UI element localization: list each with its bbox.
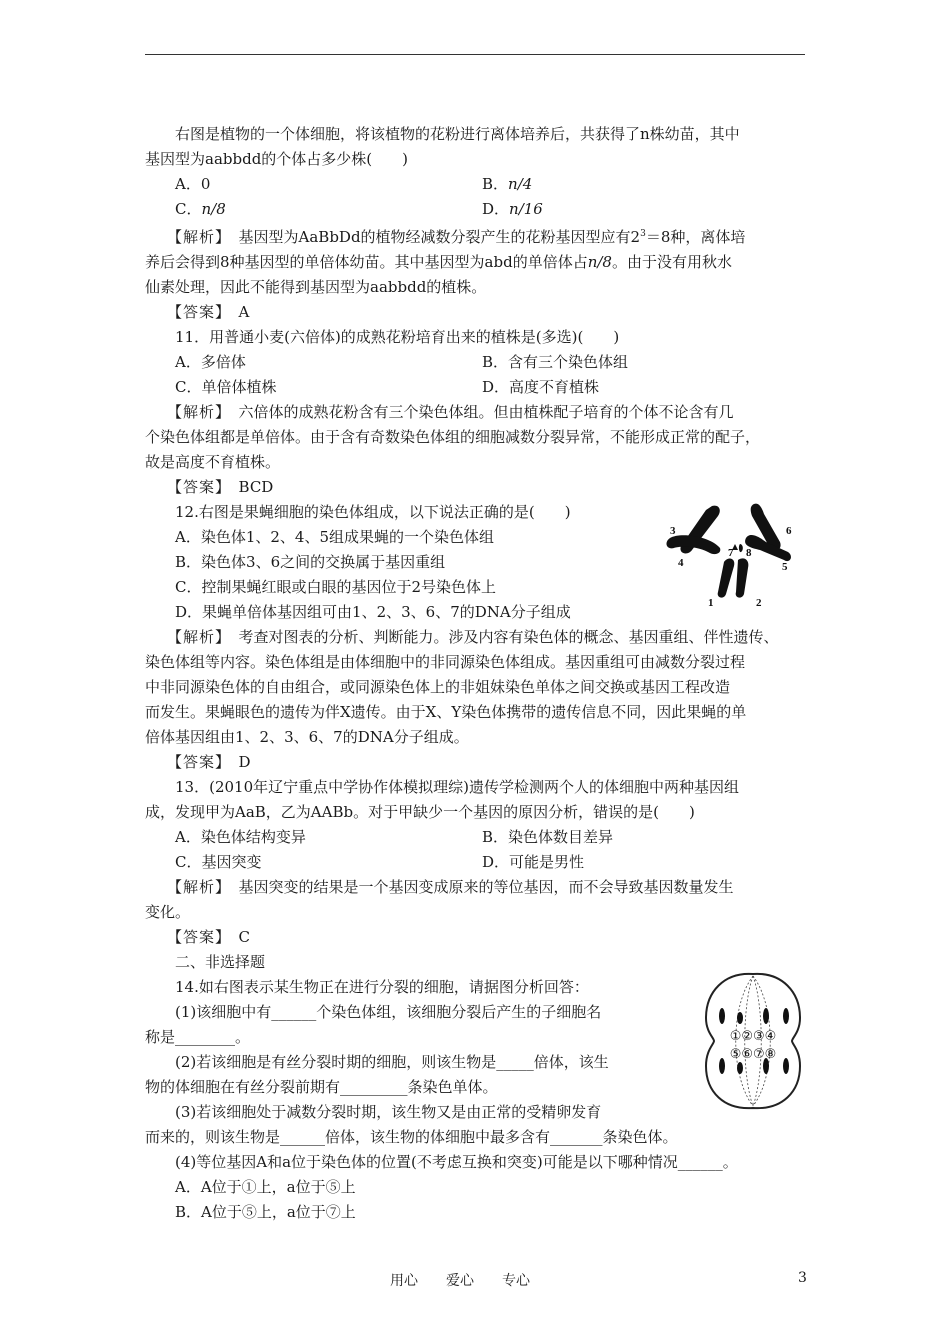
q14-part4: (4)等位基因A和a位于染色体的位置(不考虑互换和突变)可能是以下哪种情况______。	[175, 1153, 738, 1171]
q13-stem-line1: 13．(2010年辽宁重点中学协作体模拟理综)遗传学检测两个人的体细胞中两种基因组	[175, 778, 739, 796]
fig-cell-top-labels: ①②③④	[729, 1029, 777, 1044]
header-rule	[145, 54, 805, 55]
q10-option-c: C．n/8	[175, 200, 226, 218]
q11-options-row2	[145, 375, 810, 400]
q10-analysis-line3: 仙素处理，因此不能得到基因型为aabbdd的植株。	[145, 278, 487, 296]
q12-stem: 12.右图是果蝇细胞的染色体组成，以下说法正确的是( )	[175, 503, 571, 521]
q14-part3-line1: (3)若该细胞处于减数分裂时期，该生物又是由正常的受精卵发育	[175, 1103, 602, 1121]
q14-part1-line2: 称是________。	[145, 1028, 251, 1046]
q13-analysis-line2: 变化。	[145, 903, 191, 921]
q13-analysis: 【解析】 基因突变的结果是一个基因变成原来的等位基因，而不会导致基因数量发生	[167, 878, 734, 896]
q10-option-d: D．n/16	[482, 200, 543, 218]
fig-label-3: 3	[670, 525, 676, 537]
q12-answer: 【答案】 D	[167, 753, 251, 771]
q13-options-row1	[145, 825, 810, 850]
q11-option-d: D．高度不育植株	[482, 378, 600, 396]
q14-part2-line1: (2)若该细胞是有丝分裂时期的细胞，则该生物是_____倍体，该生	[175, 1053, 609, 1071]
chromosome-4	[667, 535, 721, 554]
q12-analysis-line4: 而发生。果蝇眼色的遗传为伴X遗传。由于X、Y染色体携带的遗传信息不同，因此果蝇的单	[145, 703, 747, 721]
fig-label-7: 7	[728, 547, 734, 559]
q10-analysis: 【解析】 基因型为AaBbDd的植物经减数分裂产生的花粉基因型应有$2^3=8$种，离体培	[167, 228, 746, 246]
q11-analysis: 【解析】 六倍体的成熟花粉含有三个染色体组。但由植株配子培育的个体不论含有几	[167, 403, 734, 421]
q14-option-b: B．A位于⑤上，a位于⑦上	[175, 1203, 356, 1221]
q10-stem-line1: 右图是植物的一个体细胞，将该植物的花粉进行离体培养后，共获得了n株幼苗，其中	[175, 125, 740, 143]
chromosome-1	[718, 559, 735, 598]
footer-motto: 用心 爱心 专心	[390, 1273, 530, 1289]
q12-option-c: C．控制果蝇红眼或白眼的基因位于2号染色体上	[175, 578, 497, 596]
q14-part3-line2: 而来的，则该生物是______倍体，该生物的体细胞中最多含有_______条染色体。	[145, 1128, 678, 1146]
fruitfly-chromosome-figure	[662, 498, 802, 610]
q10-answer: 【答案】 A	[167, 303, 250, 321]
fig-label-4: 4	[678, 557, 684, 569]
q10-option-b: B．n/4	[482, 175, 533, 193]
fig-label-5: 5	[782, 561, 788, 573]
q10-options-row2	[145, 197, 810, 222]
q10-analysis-line2: 养后会得到8种基因型的单倍体幼苗。其中基因型为abd的单倍体占n/8。由于没有用秋水	[145, 253, 732, 271]
q11-answer: 【答案】 BCD	[167, 478, 274, 496]
q10-stem-line2: 基因型为aabbdd的个体占多少株( )	[145, 150, 408, 168]
q12-option-d: D．果蝇单倍体基因组可由1、2、3、6、7的DNA分子组成	[175, 603, 571, 621]
chromosome-8	[739, 544, 743, 552]
q14-option-a: A．A位于①上，a位于⑤上	[175, 1178, 356, 1196]
chromosome-2	[736, 558, 749, 597]
fig-label-6: 6	[786, 525, 792, 537]
q14-part2-line2: 物的体细胞在有丝分裂前期有_________条染色单体。	[145, 1078, 498, 1096]
q11-analysis-line3: 故是高度不育植株。	[145, 453, 281, 471]
dividing-cell-figure	[700, 966, 806, 1116]
q12-analysis: 【解析】 考查对图表的分析、判断能力。涉及内容有染色体的概念、基因重组、伴性遗传、	[167, 628, 779, 646]
q13-option-b: B．染色体数目差异	[482, 828, 614, 846]
q10-options-row1	[145, 172, 810, 197]
fig-label-8: 8	[746, 547, 752, 559]
q13-option-d: D．可能是男性	[482, 853, 585, 871]
q12-option-b: B．染色体3、6之间的交换属于基因重组	[175, 553, 446, 571]
q12-analysis-line5: 倍体基因组由1、2、3、6、7的DNA分子组成。	[145, 728, 469, 746]
q14-part1-line1: (1)该细胞中有______个染色体组，该细胞分裂后产生的子细胞名	[175, 1003, 602, 1021]
q12-option-a: A．染色体1、2、4、5组成果蝇的一个染色体组	[175, 528, 495, 546]
q13-answer: 【答案】 C	[167, 928, 251, 946]
q13-option-a: A．染色体结构变异	[175, 828, 306, 846]
q11-option-b: B．含有三个染色体组	[482, 353, 629, 371]
q13-stem-line2: 成，发现甲为AaB，乙为AABb。对于甲缺少一个基因的原因分析，错误的是( )	[145, 803, 695, 821]
q13-option-c: C．基因突变	[175, 853, 262, 871]
q10-option-a: A．0	[175, 175, 211, 193]
q13-options-row2	[145, 850, 810, 875]
fig-label-2: 2	[756, 597, 762, 609]
q11-option-a: A．多倍体	[175, 353, 246, 371]
q11-stem: 11．用普通小麦(六倍体)的成熟花粉培育出来的植株是(多选)( )	[175, 328, 620, 346]
q14-stem: 14.如右图表示某生物正在进行分裂的细胞，请据图分析回答：	[175, 978, 589, 996]
section-heading: 二、非选择题	[175, 953, 266, 971]
q12-analysis-line2: 染色体组等内容。染色体组是由体细胞中的非同源染色体组成。基因重组可由减数分裂过程	[145, 653, 746, 671]
q11-analysis-line2: 个染色体组都是单倍体。由于含有奇数染色体组的细胞减数分裂异常，不能形成正常的配子，	[145, 428, 761, 446]
q11-options-row1	[145, 350, 810, 375]
q11-option-c: C．单倍体植株	[175, 378, 277, 396]
fig-cell-bottom-labels: ⑤⑥⑦⑧	[729, 1047, 777, 1062]
page-number: 3	[798, 1270, 807, 1286]
fig-label-1: 1	[708, 597, 714, 609]
q12-analysis-line3: 中非同源染色体的自由组合，或同源染色体上的非姐妹染色单体之间交换或基因工程改造	[145, 678, 731, 696]
